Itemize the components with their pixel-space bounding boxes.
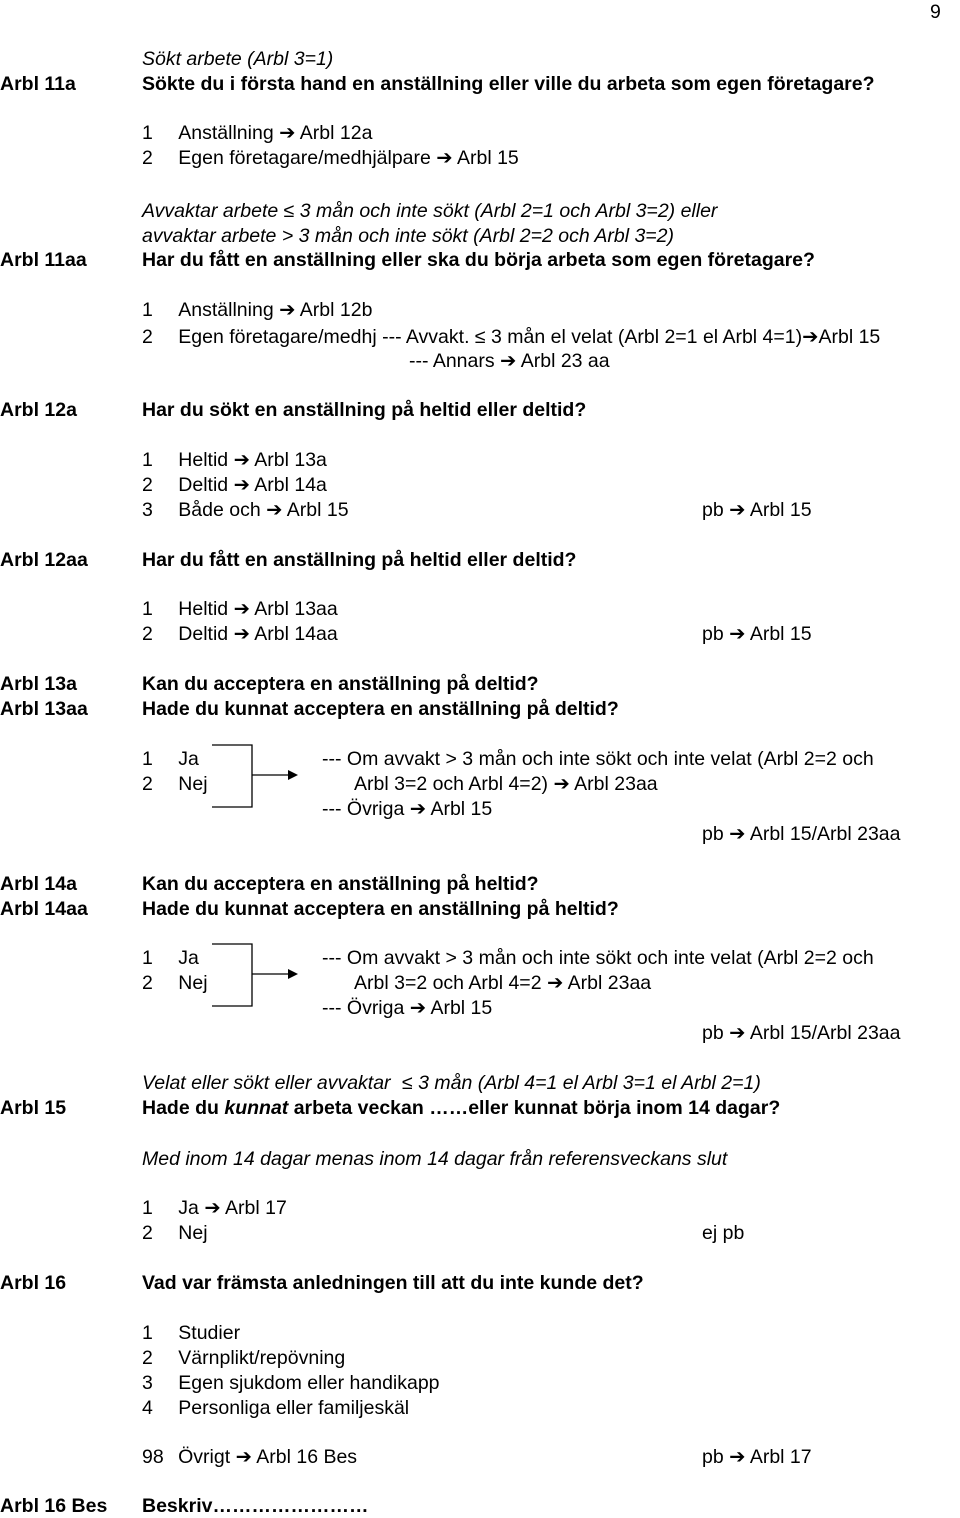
routing-note — [354, 971, 651, 995]
arrow-icon: ➔ — [409, 997, 427, 1019]
question-text: Har du fått en anställning eller ska du börja arbeta som egen företagare? — [142, 249, 815, 271]
filter-condition — [142, 199, 717, 223]
routing-note: --- Om avvakt > 3 mån och inte sökt och inte velat (Arbl 2=2 och — [322, 748, 874, 770]
question-text: Sökte du i första hand en anställning eller ville du arbeta som egen företagare? — [142, 73, 875, 95]
goto-target: Arbl 15 — [430, 997, 493, 1019]
question-code: Arbl 16 — [0, 1272, 67, 1294]
answer-option — [142, 597, 338, 621]
arrow-icon: ➔ — [729, 1022, 746, 1044]
instruction-note: Med inom 14 dagar menas inom 14 dagar från referensveckans slut — [142, 1148, 728, 1170]
option-number: 4 — [142, 1397, 153, 1419]
filter-text: 3 mån och inte sökt (Arbl 2=1 och Arbl 3=2) eller — [299, 200, 718, 222]
question-code: Arbl 12a — [0, 399, 77, 421]
routing-note: --- Om avvakt > 3 mån och inte sökt och inte velat (Arbl 2=2 och — [322, 947, 874, 969]
answer-option — [142, 1346, 345, 1370]
route-condition: Arbl 3=2 och Arbl 4=2) — [354, 773, 549, 795]
option-number: 1 — [142, 947, 153, 969]
option-number: 2 — [142, 623, 153, 645]
answer-option — [142, 971, 208, 995]
arrow-icon: ➔ — [233, 449, 250, 471]
arrow-icon: ➔ — [266, 499, 283, 521]
less-equal-icon: ≤ — [283, 200, 295, 222]
goto-target: Arbl 15 — [749, 623, 812, 645]
goto-target: Arbl 15 — [286, 499, 349, 521]
goto-target: Arbl 23aa — [574, 773, 658, 795]
routing-bracket-icon — [210, 942, 300, 1008]
question-text: Har du sökt en anställning på heltid eller deltid? — [142, 399, 587, 421]
option-label: Personliga eller familjeskäl — [178, 1397, 410, 1419]
answer-option — [142, 146, 519, 170]
goto-target: Arbl 15 — [818, 326, 881, 348]
arrow-icon: ➔ — [204, 1197, 221, 1219]
routing-note — [322, 996, 492, 1020]
arrow-icon: ➔ — [500, 350, 517, 372]
answer-option — [142, 747, 199, 771]
goto-target: Arbl 15 — [456, 147, 519, 169]
pb-label: pb — [702, 499, 724, 521]
routing-bracket-icon — [210, 743, 300, 809]
option-number: 2 — [142, 773, 153, 795]
arrow-icon: ➔ — [233, 598, 250, 620]
pb-label: pb — [702, 1446, 724, 1468]
option-number: 2 — [142, 147, 153, 169]
goto-target: Arbl 13aa — [254, 598, 338, 620]
answer-option — [142, 1221, 208, 1245]
option-label: Värnplikt/repövning — [178, 1347, 346, 1369]
option-number: 3 — [142, 1372, 153, 1394]
option-label: --- Annars — [409, 350, 495, 372]
question-text: Hade du kunnat acceptera en anställning på heltid? — [142, 898, 619, 920]
pb-label: pb — [702, 623, 724, 645]
option-label: Deltid — [178, 474, 229, 496]
question-code: Arbl 16 Bes — [0, 1495, 108, 1517]
goto-target: Arbl 15/Arbl 23aa — [749, 1022, 901, 1044]
answer-option — [142, 298, 372, 322]
arrow-icon: ➔ — [729, 623, 746, 645]
arrow-icon: ➔ — [546, 972, 564, 994]
answer-option — [142, 1321, 240, 1345]
goto-target: Arbl 13a — [254, 449, 327, 471]
filter-condition — [142, 1071, 761, 1095]
question-code: Arbl 11a — [0, 73, 76, 95]
goto-target: Arbl 12b — [299, 299, 373, 321]
question-code: Arbl 11aa — [0, 249, 87, 271]
pb-label: pb — [702, 823, 724, 845]
option-label: Övrigt — [178, 1446, 231, 1468]
option-label: Deltid — [178, 623, 229, 645]
arrow-icon: ➔ — [409, 798, 427, 820]
route-condition: --- Övriga — [322, 798, 405, 820]
goto-target: Arbl 14aa — [254, 623, 338, 645]
question-text: Vad var främsta anledningen till att du inte kunde det? — [142, 1272, 644, 1294]
answer-option — [142, 473, 327, 497]
goto-target: Arbl 16 Bes — [256, 1446, 358, 1468]
option-label: Heltid — [178, 598, 229, 620]
option-number: 2 — [142, 1347, 153, 1369]
option-number: 1 — [142, 598, 153, 620]
route-condition: --- Övriga — [322, 997, 405, 1019]
question-part: arbeta veckan ……eller kunnat börja inom 14 dagar? — [293, 1097, 781, 1119]
filter-condition: Sökt arbete (Arbl 3=1) — [142, 48, 334, 70]
option-label: Egen företagare/medhj --- Avvakt. — [178, 326, 470, 348]
answer-option — [142, 1445, 357, 1469]
filter-condition: avvaktar arbete > 3 mån och inte sökt (Arbl 2=2 och Arbl 3=2) — [142, 225, 675, 247]
arrow-icon: ➔ — [729, 823, 746, 845]
option-label: Studier — [178, 1322, 241, 1344]
option-number: 1 — [142, 1322, 153, 1344]
arrow-icon: ➔ — [553, 773, 570, 795]
option-label: Anställning — [178, 122, 274, 144]
question-part: Hade du — [142, 1097, 219, 1119]
pb-routing — [702, 822, 901, 846]
arrow-icon: ➔ — [729, 499, 746, 521]
less-equal-icon: ≤ — [401, 1072, 413, 1094]
option-label: Heltid — [178, 449, 229, 471]
filter-text: Avvaktar arbete — [142, 200, 279, 222]
less-equal-icon: ≤ — [474, 326, 486, 348]
answer-option — [142, 121, 372, 145]
pb-routing — [702, 498, 812, 522]
answer-option — [142, 325, 880, 349]
answer-option — [142, 946, 199, 970]
goto-target: Arbl 15 — [430, 798, 493, 820]
option-number: 1 — [142, 748, 153, 770]
option-label: Anställning — [178, 299, 274, 321]
goto-target: Arbl 17 — [749, 1446, 812, 1468]
question-text: Kan du acceptera en anställning på deltid? — [142, 673, 539, 695]
pb-routing — [702, 1445, 812, 1469]
pb-routing — [702, 1021, 901, 1045]
answer-option — [142, 1371, 440, 1395]
answer-option — [142, 622, 338, 646]
routing-note — [354, 772, 658, 796]
arrow-icon: ➔ — [279, 122, 296, 144]
arrow-icon: ➔ — [279, 299, 296, 321]
arrow-icon: ➔ — [436, 147, 453, 169]
pb-label: pb — [702, 1022, 724, 1044]
arrow-icon: ➔ — [729, 1446, 746, 1468]
option-label: Egen sjukdom eller handikapp — [178, 1372, 440, 1394]
question-emphasis: kunnat — [224, 1097, 289, 1119]
answer-option — [142, 498, 349, 522]
routing-note — [409, 349, 610, 373]
filter-text: 3 mån (Arbl 4=1 el Arbl 3=1 el Arbl 2=1) — [418, 1072, 761, 1094]
option-number: 2 — [142, 326, 153, 348]
goto-target: Arbl 23aa — [567, 972, 652, 994]
question-code: Arbl 15 — [0, 1097, 67, 1119]
goto-target: Arbl 15 — [749, 499, 812, 521]
route-condition: Arbl 3=2 och Arbl 4=2 — [354, 972, 542, 994]
arrow-icon: ➔ — [233, 474, 250, 496]
question-code: Arbl 13a — [0, 673, 77, 695]
option-label: Ja — [178, 748, 199, 770]
question-text — [142, 1096, 780, 1120]
question-code: Arbl 14a — [0, 873, 77, 895]
option-label: Ja — [178, 1197, 199, 1219]
option-label: Både och — [178, 499, 261, 521]
option-number: 3 — [142, 499, 153, 521]
arrow-icon: ➔ — [802, 326, 819, 348]
goto-target: Arbl 12a — [299, 122, 373, 144]
option-label: Ja — [178, 947, 199, 969]
routing-note — [322, 797, 492, 821]
describe-field: Beskriv…………………… — [142, 1495, 369, 1517]
option-label: 3 mån el velat (Arbl 2=1 el Arbl 4=1) — [491, 326, 803, 348]
answer-option — [142, 1196, 287, 1220]
answer-option — [142, 1396, 409, 1420]
question-text: Hade du kunnat acceptera en anställning på deltid? — [142, 698, 619, 720]
option-number: 1 — [142, 122, 153, 144]
question-code: Arbl 12aa — [0, 549, 88, 571]
goto-target: Arbl 15/Arbl 23aa — [749, 823, 901, 845]
question-code: Arbl 13aa — [0, 698, 88, 720]
option-label: Nej — [178, 773, 208, 795]
question-text: Har du fått en anställning på heltid eller deltid? — [142, 549, 577, 571]
pb-routing — [702, 622, 812, 646]
option-label: Egen företagare/medhjälpare — [178, 147, 431, 169]
arrow-icon: ➔ — [235, 1446, 252, 1468]
option-number: 1 — [142, 1197, 153, 1219]
answer-option — [142, 772, 208, 796]
goto-target: Arbl 14a — [254, 474, 327, 496]
goto-target: Arbl 17 — [225, 1197, 287, 1219]
answer-option — [142, 448, 327, 472]
filter-text: Velat eller sökt eller avvaktar — [142, 1072, 391, 1094]
option-label: Nej — [178, 972, 208, 994]
question-code: Arbl 14aa — [0, 898, 88, 920]
arrow-icon: ➔ — [233, 623, 250, 645]
question-text: Kan du acceptera en anställning på heltid? — [142, 873, 539, 895]
option-number: 2 — [142, 474, 153, 496]
option-number: 1 — [142, 449, 153, 471]
option-number: 1 — [142, 299, 153, 321]
option-number: 2 — [142, 1222, 153, 1244]
option-label: Nej — [178, 1222, 208, 1244]
option-number: 98 — [142, 1446, 164, 1468]
page-number: 9 — [930, 1, 941, 23]
goto-target: Arbl 23 aa — [520, 350, 610, 372]
option-number: 2 — [142, 972, 153, 994]
ej-pb-label: ej pb — [702, 1222, 745, 1244]
